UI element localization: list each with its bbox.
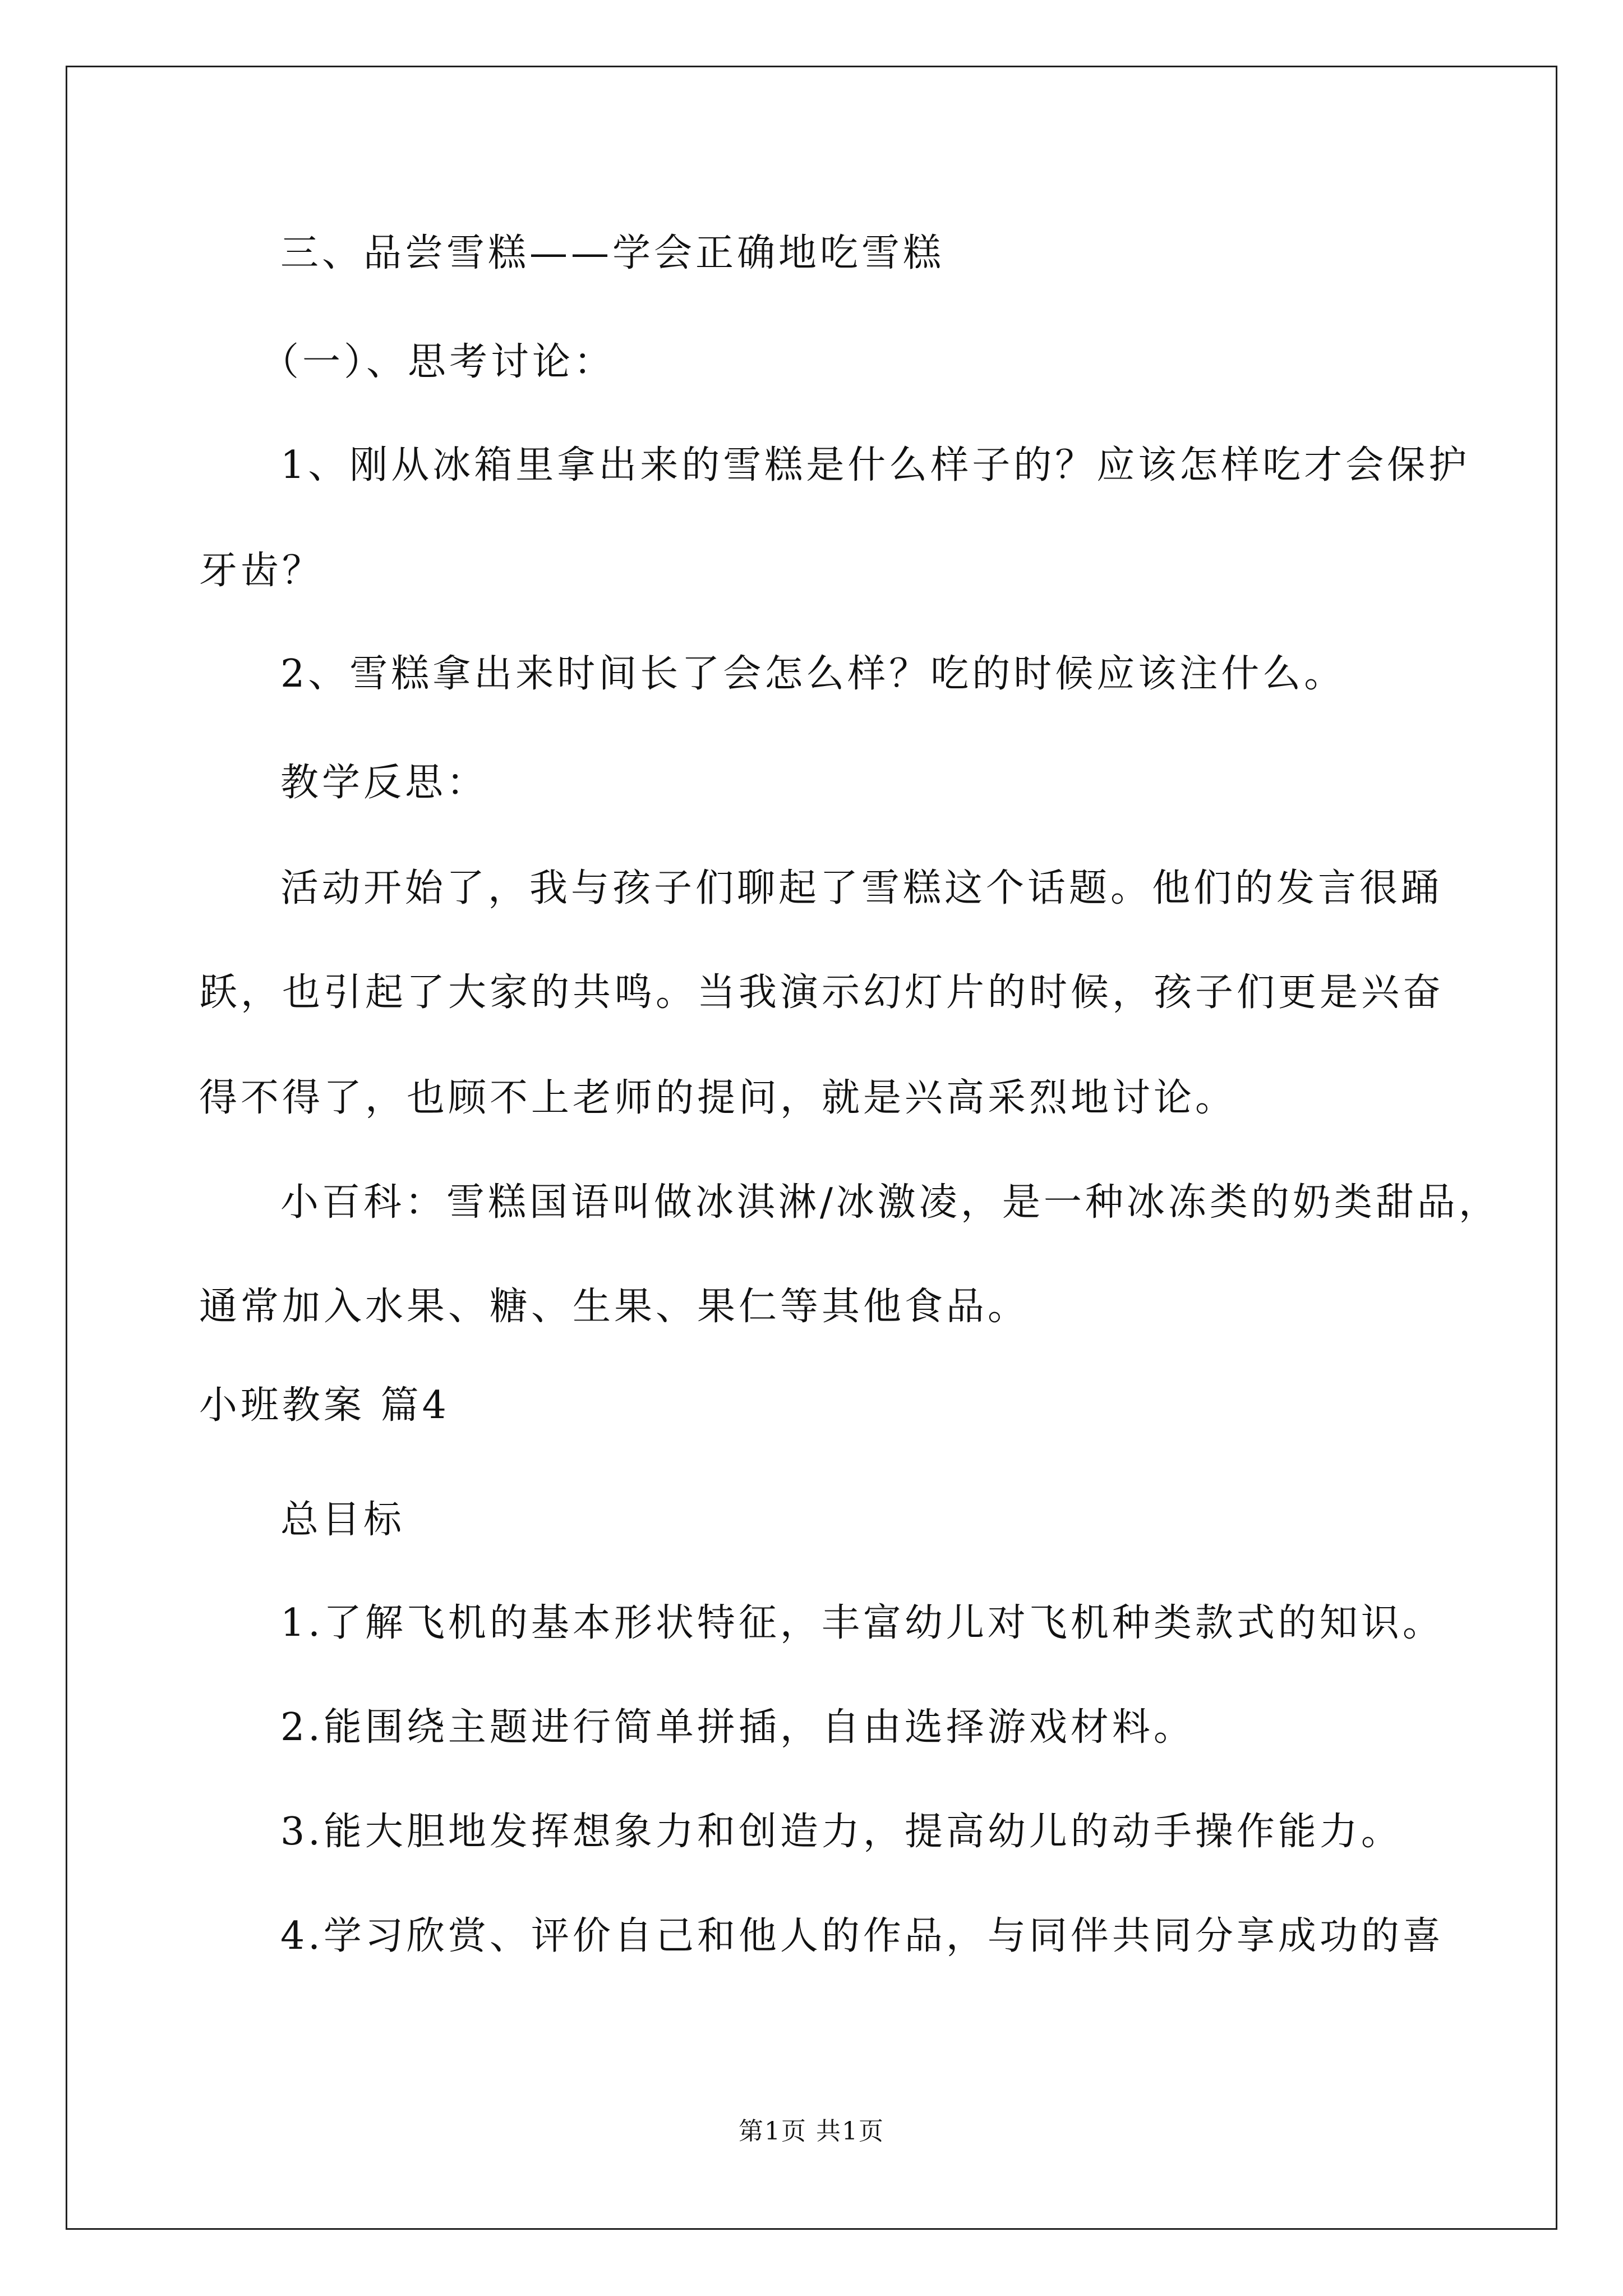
paragraph-line: 通常加入水果、糖、生果、果仁等其他食品。	[199, 1285, 1030, 1329]
section-heading: 三、品尝雪糕——学会正确地吃雪糕	[280, 231, 945, 275]
paragraph-line: 得不得了，也顾不上老师的提问，就是兴高采烈地讨论。	[199, 1076, 1237, 1120]
paragraph-heading: 总目标	[280, 1498, 405, 1542]
chapter-title: 小班教案 篇4	[199, 1383, 450, 1428]
paragraph-line: 小百科：雪糕国语叫做冰淇淋/冰激凌，是一种冰冻类的奶类甜品，	[280, 1180, 1500, 1225]
list-item: 2.能围绕主题进行简单拼插，自由选择游戏材料。	[280, 1705, 1195, 1750]
paragraph-heading: 教学反思：	[280, 761, 488, 805]
paragraph-line: 牙齿？	[199, 549, 324, 593]
subsection-heading: （一）、思考讨论：	[261, 340, 616, 384]
list-item: 4.学习欣赏、评价自己和他人的作品，与同伴共同分享成功的喜	[280, 1914, 1444, 1958]
paragraph-line: 跃，也引起了大家的共鸣。当我演示幻灯片的时候，孩子们更是兴奋	[199, 970, 1445, 1015]
paragraph-line: 2、雪糕拿出来时间长了会怎么样？吃的时候应该注什么。	[280, 652, 1346, 696]
list-item: 1.了解飞机的基本形状特征，丰富幼儿对飞机种类款式的知识。	[280, 1601, 1444, 1645]
list-item: 3.能大胆地发挥想象力和创造力，提高幼儿的动手操作能力。	[280, 1810, 1403, 1854]
page-footer: 第1页 共1页	[739, 2117, 884, 2146]
paragraph-line: 活动开始了，我与孩子们聊起了雪糕这个话题。他们的发言很踊	[280, 866, 1443, 910]
page-border	[66, 66, 1557, 2230]
paragraph-line: 1、刚从冰箱里拿出来的雪糕是什么样子的？应该怎样吃才会保护	[280, 443, 1470, 487]
